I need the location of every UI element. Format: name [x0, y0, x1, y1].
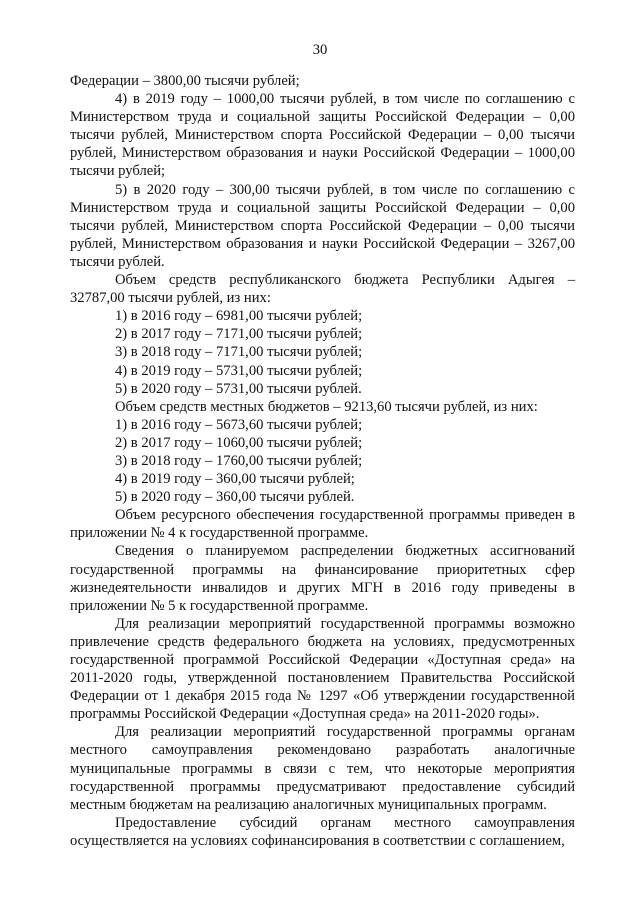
list-item: 5) в 2020 году – 5731,00 тысячи рублей.	[115, 380, 362, 397]
paragraph-local-budgets: Объем средств местных бюджетов – 9213,60 тысячи рублей, из них:	[115, 398, 538, 415]
paragraph-federal-funds: Для реализации мероприятий государственной программы возможно привлечение средств федерального бюджета на условиях, предусмотренных государственной программой Российской Федерации «Доступная среда» на 2011-2020 годы, утвержденной постановлением Правительства Российской Федерации от 1 декабря 2015 года № 1297 «Об утверждении государственной программы Российской Федерации «Доступная среда» на 2011-2020 годы».	[70, 615, 575, 723]
list-item: 1) в 2016 году – 5673,60 тысячи рублей;	[115, 416, 363, 433]
paragraph-budget-allocation: Сведения о планируемом распределении бюджетных ассигнований государственной программы на финансирование приоритетных сфер жизнедеятельности инвалидов и других МГН в 2016 году приведены в приложении № 5 к государственной программе.	[70, 543, 575, 614]
paragraph-subsidies: Предоставление субсидий органам местного самоуправления осуществляется на условиях софинансирования в соответствии с соглашением,	[70, 814, 575, 849]
list-item: 3) в 2018 году – 7171,00 тысячи рублей;	[115, 344, 363, 361]
list-item: 5) в 2020 году – 360,00 тысячи рублей.	[115, 489, 355, 506]
paragraph-2019-funding: 4) в 2019 году – 1000,00 тысячи рублей, в том числе по соглашению с Министерством труда и социальной защиты Российской Федерации – 0,00 тысячи рублей, Министерством спорта Российской Федерации – 0,00 тысячи рублей, Министерством образования и науки Российской Федерации – 1000,00 тысячи рублей;	[70, 91, 575, 180]
list-item: 4) в 2019 году – 5731,00 тысячи рублей;	[115, 362, 363, 379]
list-item: 2) в 2017 году – 7171,00 тысячи рублей;	[115, 326, 363, 343]
list-item: 2) в 2017 году – 1060,00 тысячи рублей;	[115, 434, 363, 451]
paragraph-resource-appendix: Объем ресурсного обеспечения государственной программы приведен в приложении № 4 к государственной программе.	[70, 507, 575, 542]
list-item: 3) в 2018 году – 1760,00 тысячи рублей;	[115, 452, 363, 469]
paragraph-2020-funding: 5) в 2020 году – 300,00 тысячи рублей, в том числе по соглашению с Министерством труда и социальной защиты Российской Федерации – 0,00 тысячи рублей, Министерством спорта Российской Федерации – 0,00 тысячи рублей, Министерством образования и науки Российской Федерации – 3267,00 тысячи рублей.	[70, 181, 575, 270]
paragraph-municipal-programs: Для реализации мероприятий государственной программы органам местного самоуправления рекомендовано разработать аналогичные муниципальные программы в связи с тем, что некоторые мероприятия государственной программы предусматривают предоставление субсидий местным бюджетам на реализацию аналогичных муниципальных программ.	[70, 724, 575, 813]
paragraph: Федерации – 3800,00 тысячи рублей;	[70, 73, 300, 89]
paragraph-republic-budget: Объем средств республиканского бюджета Республики Адыгея – 32787,00 тысячи рублей, из них:	[70, 272, 575, 307]
list-item: 1) в 2016 году – 6981,00 тысячи рублей;	[115, 308, 363, 325]
page-number: 30	[312, 42, 328, 58]
document-body	[70, 72, 575, 850]
list-item: 4) в 2019 году – 360,00 тысячи рублей;	[115, 471, 355, 488]
